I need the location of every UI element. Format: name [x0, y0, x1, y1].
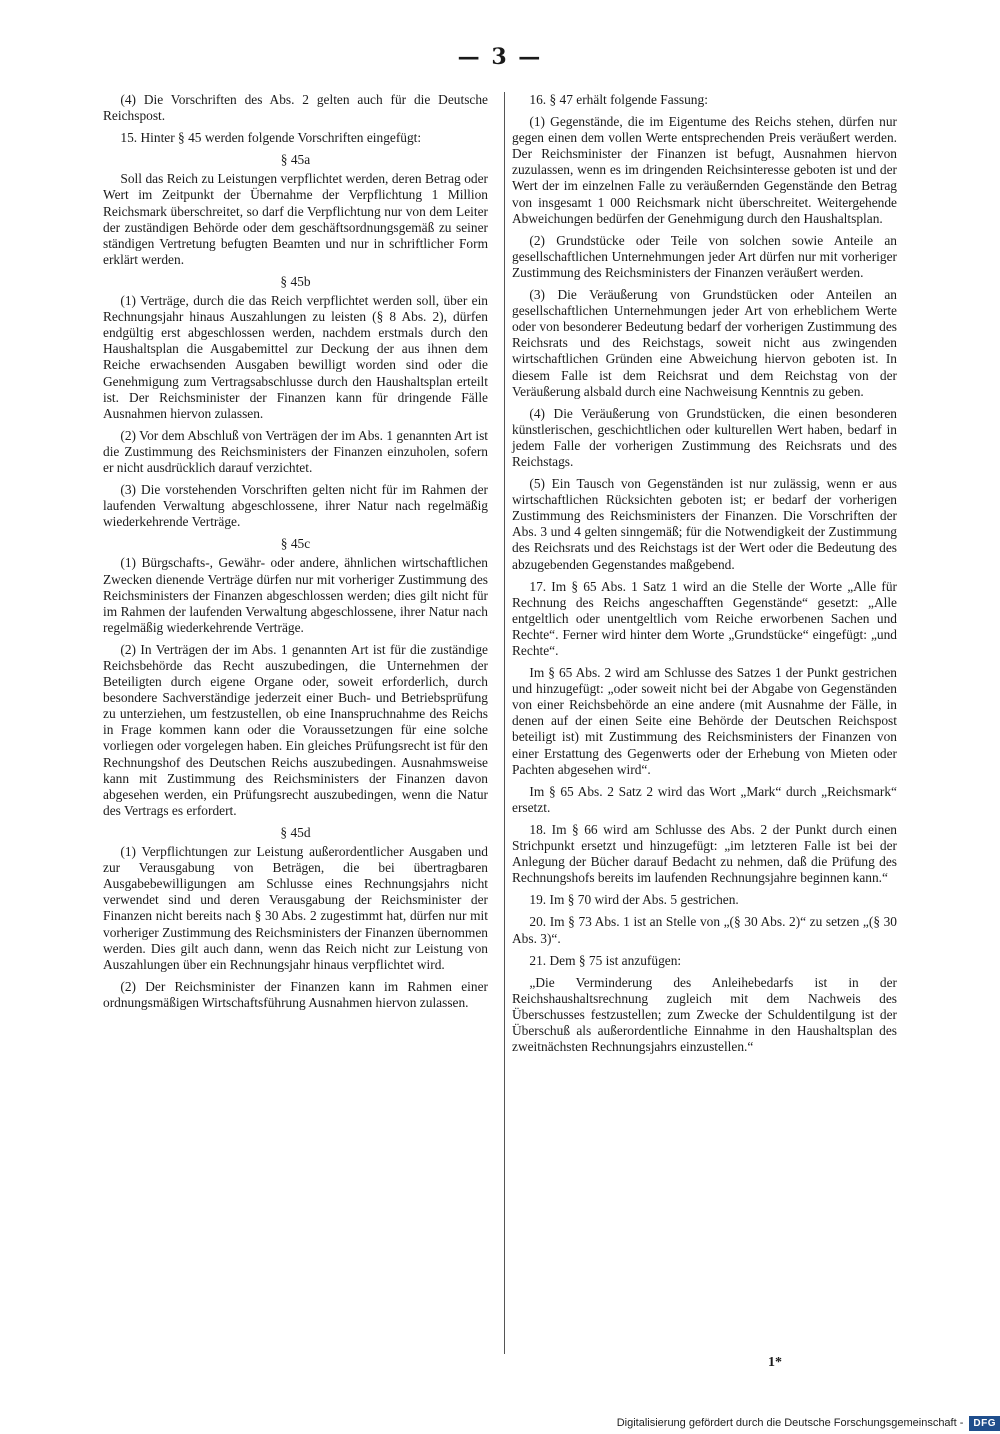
- paragraph: (3) Die Veräußerung von Grundstücken oder Anteilen an gesellschaftlichen Unternehmungen jeder Art von erheblichem Werte oder von besonderer Bedeutung bedarf der vorherigen Zustimmung des Reichsrats und des Reichstags, soweit nicht aus zwingenden wirtschaftlichen Gründen eine Abweichung hiervon geboten ist. In diesem Falle ist dem Reichsrat und dem Reichstag von der Veräußerung alsbald durch eine Nachweisung Kenntnis zu geben.: [512, 287, 897, 399]
- paragraph: (1) Gegenstände, die im Eigentume des Reichs stehen, dürfen nur gegen einen dem vollen Werte entsprechenden Preis veräußert werden. Der Reichsminister der Finanzen ist befugt, Ausnahmen hiervon zuzulassen, wenn es im dringenden Reichsinteresse geboten ist und der Wert der im einzelnen Falle zu veräußernden Gegenstände den Betrag von insgesamt 1 000 Reichsmark nicht überschreitet. Weitergehende Abweichungen bedürfen der Genehmigung durch den Haushaltsplan.: [512, 114, 897, 226]
- right-column: [512, 92, 897, 1061]
- dfg-logo: DFG: [969, 1416, 1000, 1431]
- signature-mark: 1*: [768, 1355, 782, 1370]
- paragraph: Im § 65 Abs. 2 Satz 2 wird das Wort „Mark“ durch „Reichsmark“ ersetzt.: [512, 783, 897, 815]
- paragraph: (5) Ein Tausch von Gegenständen ist nur zulässig, wenn er aus wirtschaftlichen Rücksichten geboten ist; er bedarf der vorherigen Zustimmung des Reichsministers der Finanzen. Die Vorschriften der Abs. 3 und 4 gelten sinngemäß; für die Notwendigkeit der Zustimmung des Reichsrats und des Reichstags ist der Wert oder die Bedeutung des abzugebenden Gegenstandes maßgebend.: [512, 476, 897, 572]
- paragraph: 16. § 47 erhält folgende Fassung:: [529, 92, 708, 107]
- paragraph: „Die Verminderung des Anleihebedarfs ist in der Reichshaushaltsrechnung zugleich mit dem Nachweis des Überschusses festzustellen; zum Zwecke der Schuldentilgung ist der Überschuß als außerordentliche Einnahme in den Haushaltsplan des zweitnächsten Rechnungsjahrs einzustellen.“: [512, 974, 897, 1055]
- paragraph: (2) Der Reichsminister der Finanzen kann im Rahmen einer ordnungsmäßigen Wirtschaftsführung Ausnahmen hiervon zulassen.: [103, 978, 488, 1010]
- page-number: — 3 —: [457, 44, 543, 70]
- section-heading: § 45a: [280, 152, 311, 168]
- paragraph: 21. Dem § 75 ist anzufügen:: [529, 952, 682, 968]
- paragraph: (1) Verträge, durch die das Reich verpflichtet werden soll, über ein Rechnungsjahr hinaus Auszahlungen zu leisten (§ 8 Abs. 2), dürfen endgültig erst abgeschlossen werden, nachdem erstmals durch den Haushaltsplan die Ausgabemittel zur Deckung der aus ihnen dem Reiche erwachsenden Ausgaben bewilligt worden sind oder die Genehmigung zum Vertragsabschlusse durch den Haushaltsplan erteilt ist. Der Reichsminister der Finanzen kann für dringende Fälle Ausnahmen hiervon zulassen.: [103, 293, 488, 421]
- paragraph: Im § 65 Abs. 2 wird am Schlusse des Satzes 1 der Punkt gestrichen und hinzugefügt: „oder soweit nicht bei der Abgabe von Gegenständen von einer Reichsbehörde an eine andere (mit Ausnahme der Fälle, in denen auf der einen Seite eine Behörde der Deutschen Reichspost beteiligt ist) mit Zustimmung des Reichsministers der Finanzen von einer Erstattung des Gegenwerts oder der Erhebung von Mieten oder Pachten abgesehen wird“.: [512, 665, 897, 777]
- paragraph: 18. Im § 66 wird am Schlusse des Abs. 2 der Punkt durch einen Strichpunkt ersetzt und hinzugefügt: „im letzteren Falle ist bei der Anlegung der Bücher darauf Bedacht zu nehmen, daß die Prüfung des Rechnungshofs bereits im laufenden Rechnungsjahre beginnen kann.“: [512, 821, 897, 886]
- paragraph: (4) Die Vorschriften des Abs. 2 gelten auch für die Deutsche Reichspost.: [103, 92, 488, 124]
- section-heading: § 45d: [280, 824, 311, 840]
- paragraph: (2) Grundstücke oder Teile von solchen sowie Anteile an gesellschaftlichen Unternehmungen jeder Art dürfen nur mit vorheriger Zustimmung des Reichsministers der Finanzen veräußert werden.: [512, 232, 897, 280]
- section-heading: § 45c: [280, 536, 311, 552]
- paragraph: 15. Hinter § 45 werden folgende Vorschriften eingefügt:: [120, 130, 422, 146]
- paragraph: 17. Im § 65 Abs. 1 Satz 1 wird an die Stelle der Worte „Alle für Rechnung des Reichs angeschafften Gegenstände“ gesetzt: „Alle entgeltlich oder unentgeltlich vom Reiche erworbenen Sachen und Rechte“. Ferner wird hinter dem Worte „Grundstücke“ eingefügt: „und Rechte“.: [512, 578, 897, 658]
- paragraph: (1) Bürgschafts-, Gewähr- oder andere, ähnlichen wirtschaftlichen Zwecken dienende Verträge dürfen nur mit vorheriger Zustimmung des Reichsministers der Finanzen abgeschlossen werden; dies gilt nicht für im Rahmen der laufenden Verwaltung abgeschlossene, ihrer Natur nach regelmäßig wiederkehrende Verträge.: [103, 555, 488, 635]
- footer: [617, 1413, 1000, 1433]
- section-heading: § 45b: [280, 273, 311, 289]
- paragraph: (1) Verpflichtungen zur Leistung außerordentlicher Ausgaben und zur Verausgabung von Beträgen, die bei übertragbaren Ausgabebewilligungen am Schlusse eines Rechnungsjahrs nicht verwendet sind und deren Verausgabung der Reichsminister der Finanzen nicht bereits nach § 30 Abs. 2 zugestimmt hat, dürfen nur mit vorheriger Zustimmung des Reichsministers der Finanzen übernommen werden. Dies gilt auch dann, wenn das Reich nicht zur Leistung von Auszahlungen über ein Rechnungsjahr hinaus verpflichtet wird.: [103, 844, 488, 972]
- paragraph: 20. Im § 73 Abs. 1 ist an Stelle von „(§ 30 Abs. 2)“ zu setzen „(§ 30 Abs. 3)“.: [512, 914, 897, 946]
- paragraph: (2) In Verträgen der im Abs. 1 genannten Art ist für die zuständige Reichsbehörde das Recht auszubedingen, die Unternehmen der Beteiligten durch eigene Organe oder, soweit erforderlich, durch besondere Sachverständige jederzeit einer Buch- und Betriebsprüfung zu unterziehen, um festzustellen, ob eine Inanspruchnahme des Reichs in Frage kommen kann oder die Voraussetzungen für eine solche vorliegen oder vorgelegen haben. Ein gleiches Prüfungsrecht ist für den Rechnungshof des Deutschen Reichs auszubedingen. Ausnahmsweise kann mit Zustimmung des Reichsministers der Finanzen davon abgesehen werden, ein Prüfungsrecht auszubedingen, wenn die Natur des Vertrags es erfordert.: [103, 641, 488, 818]
- footer-text: Digitalisierung gefördert durch die Deutsche Forschungsgemeinschaft -: [616, 1417, 964, 1429]
- column-divider: [504, 92, 505, 1354]
- paragraph: (2) Vor dem Abschluß von Verträgen der im Abs. 1 genannten Art ist die Zustimmung des Reichsministers der Finanzen einzuholen, sofern er nicht ausdrücklich darauf verzichtet.: [103, 427, 488, 475]
- paragraph: Soll das Reich zu Leistungen verpflichtet werden, deren Betrag oder Wert im Zeitpunkt der Übernahme der Verpflichtung 1 Million Reichsmark überschreitet, so darf die Verpflichtung nur von dem Leiter der zuständigen Behörde oder dem geschäftsordnungsgemäß zu seiner ständigen Vertretung befugten Beamten und nur in schriftlicher Form erklärt werden.: [103, 171, 488, 267]
- paragraph: (3) Die vorstehenden Vorschriften gelten nicht für im Rahmen der laufenden Verwaltung abgeschlossene, ihrer Natur nach regelmäßig wiederkehrende Verträge.: [103, 482, 488, 530]
- left-column: [103, 92, 488, 1017]
- paragraph: (4) Die Veräußerung von Grundstücken, die einen besonderen künstlerischen, geschichtlichen oder kulturellen Wert haben, bedarf in jedem Falle der vorherigen Zustimmung des Reichsrats und des Reichstags.: [512, 405, 897, 469]
- paragraph: 19. Im § 70 wird der Abs. 5 gestrichen.: [529, 892, 739, 908]
